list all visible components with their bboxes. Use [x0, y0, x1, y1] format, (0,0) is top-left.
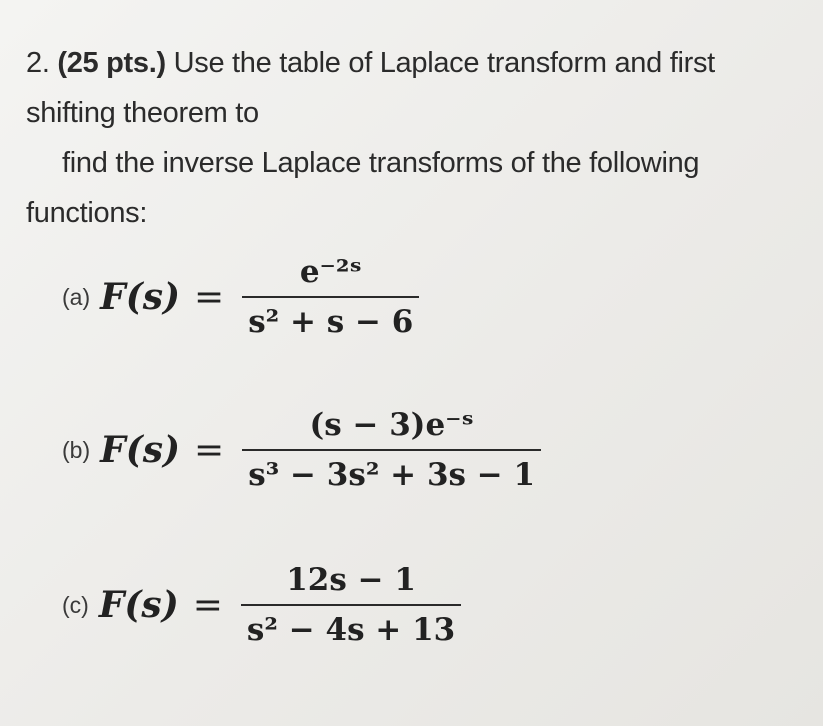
- function-name: F: [100, 276, 126, 318]
- function-name: F: [98, 584, 125, 626]
- problem-a: [62, 252, 419, 342]
- problem-label: (c): [62, 591, 89, 618]
- question-text: [26, 38, 816, 238]
- fraction-bar: [241, 604, 461, 606]
- function-argument: (s): [125, 276, 181, 318]
- numerator: (s − 3)e⁻ˢ: [309, 407, 474, 443]
- fraction: [242, 252, 419, 342]
- equals-sign: =: [194, 429, 225, 471]
- denominator: s² + s − 6: [248, 304, 414, 340]
- question-number: 2.: [26, 47, 50, 79]
- function-lhs: [99, 584, 179, 626]
- denominator: s² − 4s + 13: [246, 612, 456, 648]
- equals-sign: =: [194, 276, 225, 318]
- question-line-1-text: Use the table of Laplace transform and first: [173, 47, 715, 79]
- function-lhs: [100, 276, 180, 318]
- function-argument: (s): [124, 584, 179, 626]
- question-points: (25 pts.): [57, 47, 166, 79]
- problem-label: (b): [62, 436, 91, 463]
- question-line-1: [26, 38, 816, 88]
- numerator: e⁻²ˢ: [299, 254, 362, 290]
- function-argument: (s): [125, 429, 181, 471]
- problem-label: (a): [62, 283, 91, 310]
- fraction: [242, 405, 541, 495]
- denominator: s³ − 3s² + 3s − 1: [248, 457, 536, 493]
- function-name: F: [100, 429, 126, 471]
- equals-sign: =: [192, 584, 223, 626]
- question-line-2: shifting theorem to: [26, 97, 259, 129]
- numerator: 12s − 1: [286, 562, 416, 598]
- question-line-3: find the inverse Laplace transforms of the following: [62, 147, 700, 179]
- function-lhs: [100, 429, 180, 471]
- problem-b: [62, 405, 541, 495]
- fraction-bar: [242, 449, 541, 451]
- problem-c: [62, 560, 461, 650]
- fraction-bar: [242, 296, 419, 298]
- fraction: [241, 560, 461, 650]
- question-line-4: functions:: [26, 197, 148, 229]
